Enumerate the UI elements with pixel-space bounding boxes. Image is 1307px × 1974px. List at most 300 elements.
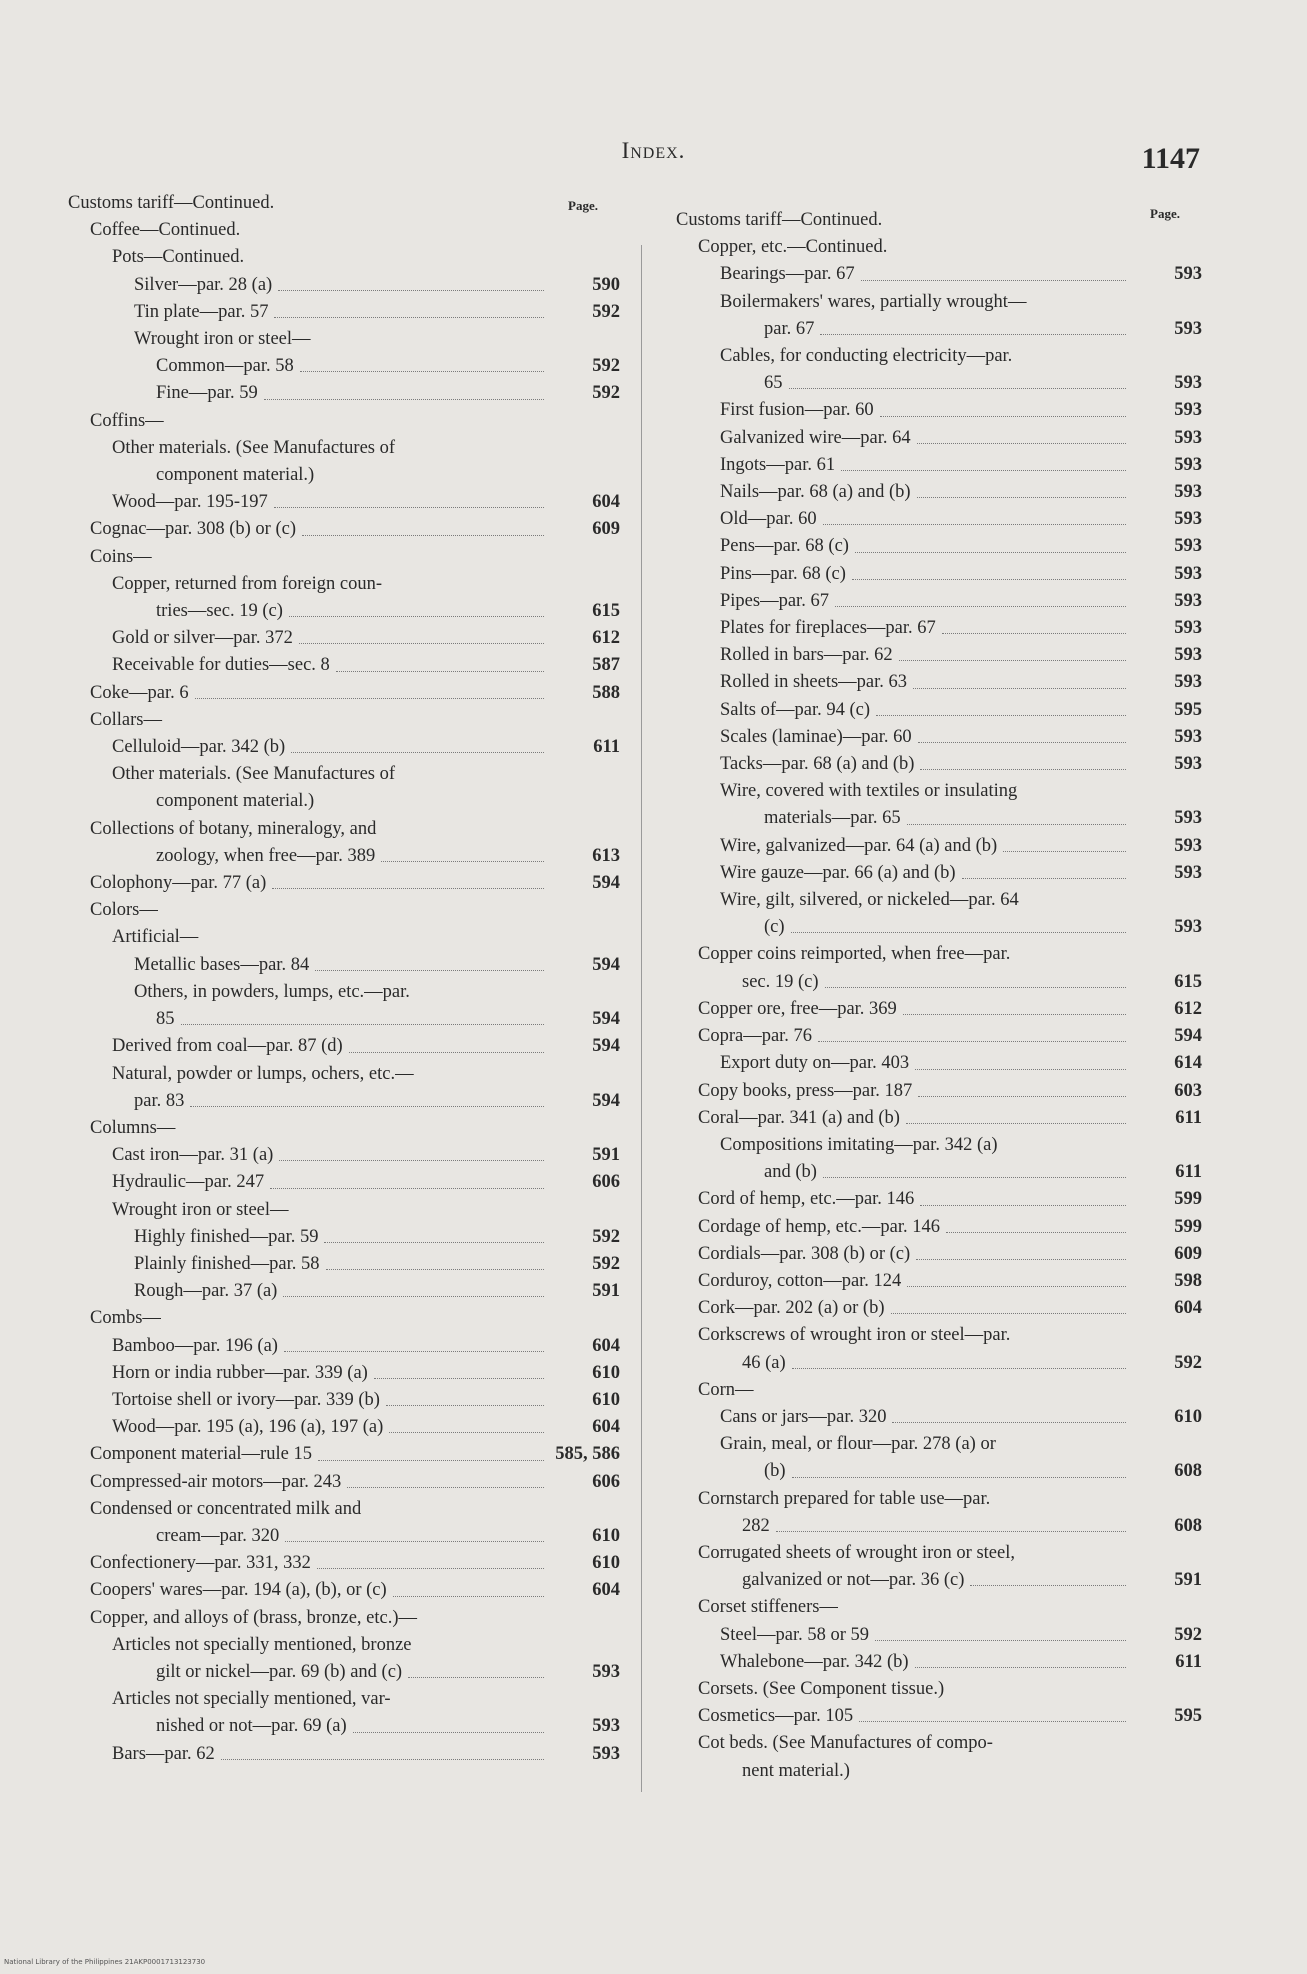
index-entry-text: Horn or india rubber—par. 339 (a) [112,1362,368,1383]
index-entry-text: Tacks—par. 68 (a) and (b) [720,754,915,775]
index-entry-text: Wire, galvanized—par. 64 (a) and (b) [720,835,998,856]
dot-leader [389,1432,544,1433]
index-entry [68,952,620,979]
index-entry-text: component material.) [156,465,315,486]
dot-leader [289,616,544,617]
index-entry-text: Celluloid—par. 342 (b) [112,737,286,758]
dot-leader [299,643,544,644]
index-entry-page: 593 [1174,536,1202,557]
index-entry [68,680,620,707]
index-entry-page: 593 [1174,427,1202,448]
index-entry [68,1686,620,1713]
index-entry [68,1632,620,1659]
index-entry-text: Coral—par. 341 (a) and (b) [698,1107,900,1128]
dot-leader [917,443,1126,444]
page-number: 1147 [1141,142,1200,175]
index-entry-page: 594 [592,1009,620,1030]
dot-leader [916,1259,1126,1260]
index-entry-text: Customs tariff—Continued. [676,210,883,230]
index-entry-text: Fine—par. 59 [156,383,258,404]
index-entry-text: Compressed-air motors—par. 243 [90,1471,342,1492]
dot-leader [918,1096,1126,1097]
index-entry-page: 612 [1174,998,1202,1019]
index-entry-page: 593 [1174,618,1202,639]
index-entry [676,1268,1202,1295]
index-entry-text: Wire gauze—par. 66 (a) and (b) [720,862,956,883]
index-entry-text: Plainly finished—par. 58 [134,1253,320,1274]
index-entry-page: 593 [592,1716,620,1737]
index-entry [68,1469,620,1496]
index-entry-text: Whalebone—par. 342 (b) [720,1651,909,1672]
index-entry-text: Corset stiffeners— [698,1597,838,1618]
index-entry-text: Natural, powder or lumps, ochers, etc.— [112,1063,414,1084]
dot-leader [270,1188,544,1189]
index-entry-text: Collars— [90,709,162,730]
index-entry [676,1622,1202,1649]
index-entry [68,1441,620,1468]
index-entry-page: 614 [1174,1053,1202,1074]
index-entry [676,669,1202,696]
index-entry-page: 604 [1174,1298,1202,1319]
index-entry-text: gilt or nickel—par. 69 (b) and (c) [156,1661,403,1682]
index-entry-text: Ingots—par. 61 [720,454,836,475]
index-entry [68,707,620,734]
dot-leader [791,932,1126,933]
dot-leader [181,1024,545,1025]
index-entry-page: 612 [592,628,620,649]
dot-leader [302,535,544,536]
index-entry-page: 610 [592,1362,620,1383]
index-entry-text: Gold or silver—par. 372 [112,628,293,649]
index-entry [676,805,1202,832]
index-entry-page: 594 [592,954,620,975]
index-entry-page: 593 [1174,835,1202,856]
index-entry-text: Coffins— [90,410,164,431]
index-entry [676,1295,1202,1322]
dot-leader [283,1296,544,1297]
index-entry-text: Common—par. 58 [156,356,294,377]
index-entry-text: sec. 19 (c) [742,971,819,992]
index-entry-text: Copper, and alloys of (brass, bronze, etc.)— [90,1607,418,1628]
index-entry-page: 604 [592,492,620,513]
index-entry-text: 282 [742,1515,770,1536]
index-entry-page: 592 [592,1253,620,1274]
index-entry-text: Combs— [90,1308,161,1329]
index-entry [676,778,1202,805]
index-entry-text: Grain, meal, or flour—par. 278 (a) or [720,1434,996,1455]
index-entry-text: Component material—rule 15 [90,1444,312,1465]
index-entry-text: (b) [764,1461,786,1482]
left-page-column-label: Page. [568,198,598,213]
index-entry-text: Corrugated sheets of wrought iron or steel, [698,1542,1015,1563]
index-entry [676,1214,1202,1241]
dot-leader [820,334,1126,335]
index-entry [676,1540,1202,1567]
index-entry [68,788,620,815]
index-entry-text: nent material.) [742,1760,850,1781]
index-entry [68,1414,620,1441]
index-entry-text: Pins—par. 68 (c) [720,563,846,584]
index-entry-page: 593 [1174,563,1202,584]
index-entry [68,1741,620,1768]
index-entry [68,1278,620,1305]
index-entry-text: Galvanized wire—par. 64 [720,427,911,448]
index-entry [68,870,620,897]
dot-leader [891,1313,1127,1314]
index-entry [68,924,620,951]
index-entry-text: Rolled in bars—par. 62 [720,645,893,666]
index-entry [68,625,620,652]
index-entry-text: Articles not specially mentioned, var- [112,1689,391,1710]
index-entry [676,1703,1202,1730]
index-entry [68,1713,620,1740]
index-entry-text: nished or not—par. 69 (a) [156,1716,347,1737]
index-entry-text: Compositions imitating—par. 342 (a) [720,1134,998,1155]
index-entry [676,1350,1202,1377]
index-entry-page: 585, 586 [555,1444,620,1465]
index-entry-page: 604 [592,1335,620,1356]
index-entry-text: Coins— [90,546,152,567]
index-entry [676,370,1202,397]
index-entry [68,1333,620,1360]
index-entry-page: 593 [1174,862,1202,883]
dot-leader [913,688,1126,689]
index-entry [68,1523,620,1550]
index-entry [676,1377,1202,1404]
index-entry-text: tries—sec. 19 (c) [156,601,283,622]
dot-leader [835,606,1126,607]
index-entry [676,642,1202,669]
index-entry [676,941,1202,968]
running-title: Index. [621,138,686,163]
column-divider [641,245,642,1792]
dot-leader [880,416,1126,417]
index-entry-page: 599 [1174,1189,1202,1210]
index-entry-text: Copper, etc.—Continued. [698,237,888,258]
right-page-column-label: Page. [1150,206,1180,221]
scan-credit: National Library of the Philippines 21AKP0001713123730 [4,1958,206,1966]
index-entry-page: 594 [592,873,620,894]
index-entry-text: Tortoise shell or ivory—par. 339 (b) [112,1389,380,1410]
index-entry-text: Derived from coal—par. 87 (d) [112,1036,343,1057]
index-entry-page: 609 [1174,1243,1202,1264]
right-index-column [676,207,1202,1785]
dot-leader [942,633,1126,634]
index-entry [676,343,1202,370]
index-entry [68,571,620,598]
dot-leader [291,752,544,753]
index-entry [68,979,620,1006]
index-entry [68,408,620,435]
dot-leader [221,1759,544,1760]
index-entry-text: (c) [764,917,785,938]
index-entry-text: Coffee—Continued. [90,220,241,241]
index-entry [68,489,620,516]
index-entry [68,1088,620,1115]
index-entry [68,897,620,924]
index-entry-page: 592 [592,1226,620,1247]
dot-leader [317,1568,544,1569]
index-entry-page: 604 [592,1417,620,1438]
index-entry-text: Cork—par. 202 (a) or (b) [698,1298,885,1319]
index-entry [676,207,1202,234]
index-entry-page: 593 [1174,645,1202,666]
index-entry-page: 608 [1174,1515,1202,1536]
dot-leader [899,660,1126,661]
index-entry-text: Wire, covered with textiles or insulating [720,781,1018,802]
index-entry [676,860,1202,887]
index-entry [676,1730,1202,1757]
dot-leader [792,1368,1126,1369]
index-entry [68,1305,620,1332]
index-entry [68,816,620,843]
dot-leader [875,1640,1126,1641]
index-entry [676,1322,1202,1349]
index-entry-page: 611 [593,737,620,758]
index-entry-page: 606 [592,1471,620,1492]
index-entry [68,1251,620,1278]
index-entry [676,887,1202,914]
dot-leader [918,742,1126,743]
index-entry-text: Old—par. 60 [720,509,817,530]
index-entry-text: Cables, for conducting electricity—par. [720,346,1013,367]
index-entry-text: Cot beds. (See Manufactures of compo- [698,1733,993,1754]
dot-leader [818,1041,1126,1042]
index-entry-text: Wood—par. 195-197 [112,492,268,513]
index-entry-text: Wrought iron or steel— [134,329,311,350]
index-entry [68,1142,620,1169]
dot-leader [970,1585,1126,1586]
index-entry-page: 593 [592,1743,620,1764]
index-entry-text: Hydraulic—par. 247 [112,1172,265,1193]
index-entry-page: 590 [592,274,620,295]
dot-leader [274,507,544,508]
index-entry-text: Coke—par. 6 [90,682,189,703]
index-entry [68,299,620,326]
index-entry [68,435,620,462]
index-entry-text: Scales (laminae)—par. 60 [720,726,912,747]
index-entry-page: 609 [592,519,620,540]
dot-leader [374,1378,544,1379]
index-entry-text: Collections of botany, mineralogy, and [90,818,377,839]
dot-leader [792,1477,1126,1478]
index-entry-text: Bamboo—par. 196 (a) [112,1335,278,1356]
index-entry-page: 595 [1174,1706,1202,1727]
index-entry [68,734,620,761]
dot-leader [825,987,1126,988]
index-entry-page: 591 [1174,1570,1202,1591]
left-index-column [68,190,620,1768]
index-entry-text: First fusion—par. 60 [720,400,874,421]
index-entry-page: 593 [1174,264,1202,285]
index-entry [676,1567,1202,1594]
dot-leader [823,524,1126,525]
dot-leader [326,1269,545,1270]
index-entry [676,1078,1202,1105]
index-entry-text: Wood—par. 195 (a), 196 (a), 197 (a) [112,1417,384,1438]
index-entry [676,425,1202,452]
index-entry [68,516,620,543]
index-entry-text: Metallic bases—par. 84 [134,954,310,975]
dot-leader [855,552,1126,553]
index-entry [676,1105,1202,1132]
index-entry-page: 606 [592,1172,620,1193]
index-entry [676,697,1202,724]
index-entry-text: Steel—par. 58 or 59 [720,1624,870,1645]
index-entry [676,914,1202,941]
index-entry [676,1186,1202,1213]
dot-leader [336,671,544,672]
index-entry-page: 593 [592,1661,620,1682]
dot-leader [408,1677,544,1678]
index-entry-page: 615 [1174,971,1202,992]
index-entry-text: Cosmetics—par. 105 [698,1706,854,1727]
dot-leader [300,371,544,372]
dot-leader [776,1531,1126,1532]
index-entry [676,1676,1202,1703]
index-entry-text: Cans or jars—par. 320 [720,1406,887,1427]
index-entry-page: 610 [592,1389,620,1410]
index-entry-page: 593 [1174,454,1202,475]
index-entry-text: Salts of—par. 94 (c) [720,699,871,720]
dot-leader [393,1596,544,1597]
index-entry-page: 592 [1174,1624,1202,1645]
dot-leader [353,1732,544,1733]
dot-leader [907,1286,1126,1287]
index-entry-page: 593 [1174,754,1202,775]
index-entry-page: 604 [592,1580,620,1601]
index-entry-text: Artificial— [112,927,199,948]
index-entry-text: Copper ore, free—par. 369 [698,998,897,1019]
index-entry-text: Pots—Continued. [112,247,245,268]
index-entry [676,261,1202,288]
index-entry-page: 592 [592,356,620,377]
index-entry-text: galvanized or not—par. 36 (c) [742,1570,965,1591]
index-entry-text: Receivable for duties—sec. 8 [112,655,330,676]
index-entry [68,1033,620,1060]
index-entry-page: 593 [1174,672,1202,693]
index-entry [68,1360,620,1387]
dot-leader [823,1177,1126,1178]
dot-leader [347,1487,544,1488]
index-entry [676,506,1202,533]
index-entry [676,397,1202,424]
index-entry-text: Cord of hemp, etc.—par. 146 [698,1189,915,1210]
dot-leader [1003,851,1126,852]
index-entry-page: 593 [1174,590,1202,611]
index-entry-text: par. 83 [134,1090,185,1111]
index-entry-text: par. 67 [764,318,815,339]
index-entry [68,1006,620,1033]
index-entry-text: Corsets. (See Component tissue.) [698,1678,945,1699]
index-entry [68,1197,620,1224]
dot-leader [841,470,1126,471]
index-entry-page: 611 [1175,1162,1202,1183]
dot-leader [876,715,1126,716]
index-entry [68,272,620,299]
index-entry-page: 615 [592,601,620,622]
dot-leader [285,1541,544,1542]
index-entry [676,1758,1202,1785]
index-entry-page: 608 [1174,1461,1202,1482]
index-entry-text: Nails—par. 68 (a) and (b) [720,482,911,503]
index-entry-text: Columns— [90,1117,176,1138]
index-entry-text: Cordials—par. 308 (b) or (c) [698,1243,911,1264]
index-entry-text: Bearings—par. 67 [720,264,855,285]
index-entry-text: Wire, gilt, silvered, or nickeled—par. 64 [720,890,1019,911]
index-entry [68,1577,620,1604]
index-entry-page: 610 [1174,1406,1202,1427]
index-entry-text: Corduroy, cotton—par. 124 [698,1270,902,1291]
index-entry-page: 603 [1174,1080,1202,1101]
index-entry [68,353,620,380]
index-entry [676,833,1202,860]
index-entry [68,1496,620,1523]
index-entry-page: 593 [1174,917,1202,938]
index-entry-page: 593 [1174,482,1202,503]
index-entry-page: 593 [1174,726,1202,747]
index-entry-page: 611 [1175,1651,1202,1672]
index-entry [68,217,620,244]
dot-leader [315,970,544,971]
dot-leader [962,878,1126,879]
dot-leader [915,1667,1126,1668]
index-entry-text: Export duty on—par. 403 [720,1053,910,1074]
index-entry-text: component material.) [156,791,315,812]
dot-leader [789,388,1127,389]
index-entry-text: Corn— [698,1379,754,1400]
dot-leader [906,1123,1126,1124]
dot-leader [381,861,544,862]
index-entry-text: Colophony—par. 77 (a) [90,873,267,894]
index-entry [68,1605,620,1632]
index-entry-text: Pipes—par. 67 [720,590,829,611]
dot-leader [349,1052,544,1053]
dot-leader [279,1160,544,1161]
index-entry [676,1132,1202,1159]
index-entry [676,1023,1202,1050]
index-entry [68,1224,620,1251]
index-entry-text: Articles not specially mentioned, bronze [112,1634,412,1655]
index-entry [68,544,620,571]
index-entry [676,1513,1202,1540]
index-entry [676,479,1202,506]
index-entry [676,724,1202,751]
index-entry-page: 588 [592,682,620,703]
dot-leader [861,280,1126,281]
index-entry-text: Rolled in sheets—par. 63 [720,672,908,693]
index-entry [676,751,1202,778]
index-entry [676,588,1202,615]
index-entry-text: Highly finished—par. 59 [134,1226,319,1247]
dot-leader [386,1405,544,1406]
index-entry-text: Confectionery—par. 331, 332 [90,1553,311,1574]
dot-leader [907,824,1126,825]
index-entry [676,1241,1202,1268]
index-entry-text: Customs tariff—Continued. [68,193,275,213]
index-entry [676,234,1202,261]
dot-leader [852,579,1126,580]
dot-leader [274,317,544,318]
index-entry-text: Other materials. (See Manufactures of [112,764,396,785]
index-entry [68,598,620,625]
index-entry [676,996,1202,1023]
index-entry [676,1159,1202,1186]
index-entry-text: Copy books, press—par. 187 [698,1080,913,1101]
dot-leader [324,1242,544,1243]
index-entry [676,561,1202,588]
index-entry-text: Others, in powders, lumps, etc.—par. [134,981,410,1002]
